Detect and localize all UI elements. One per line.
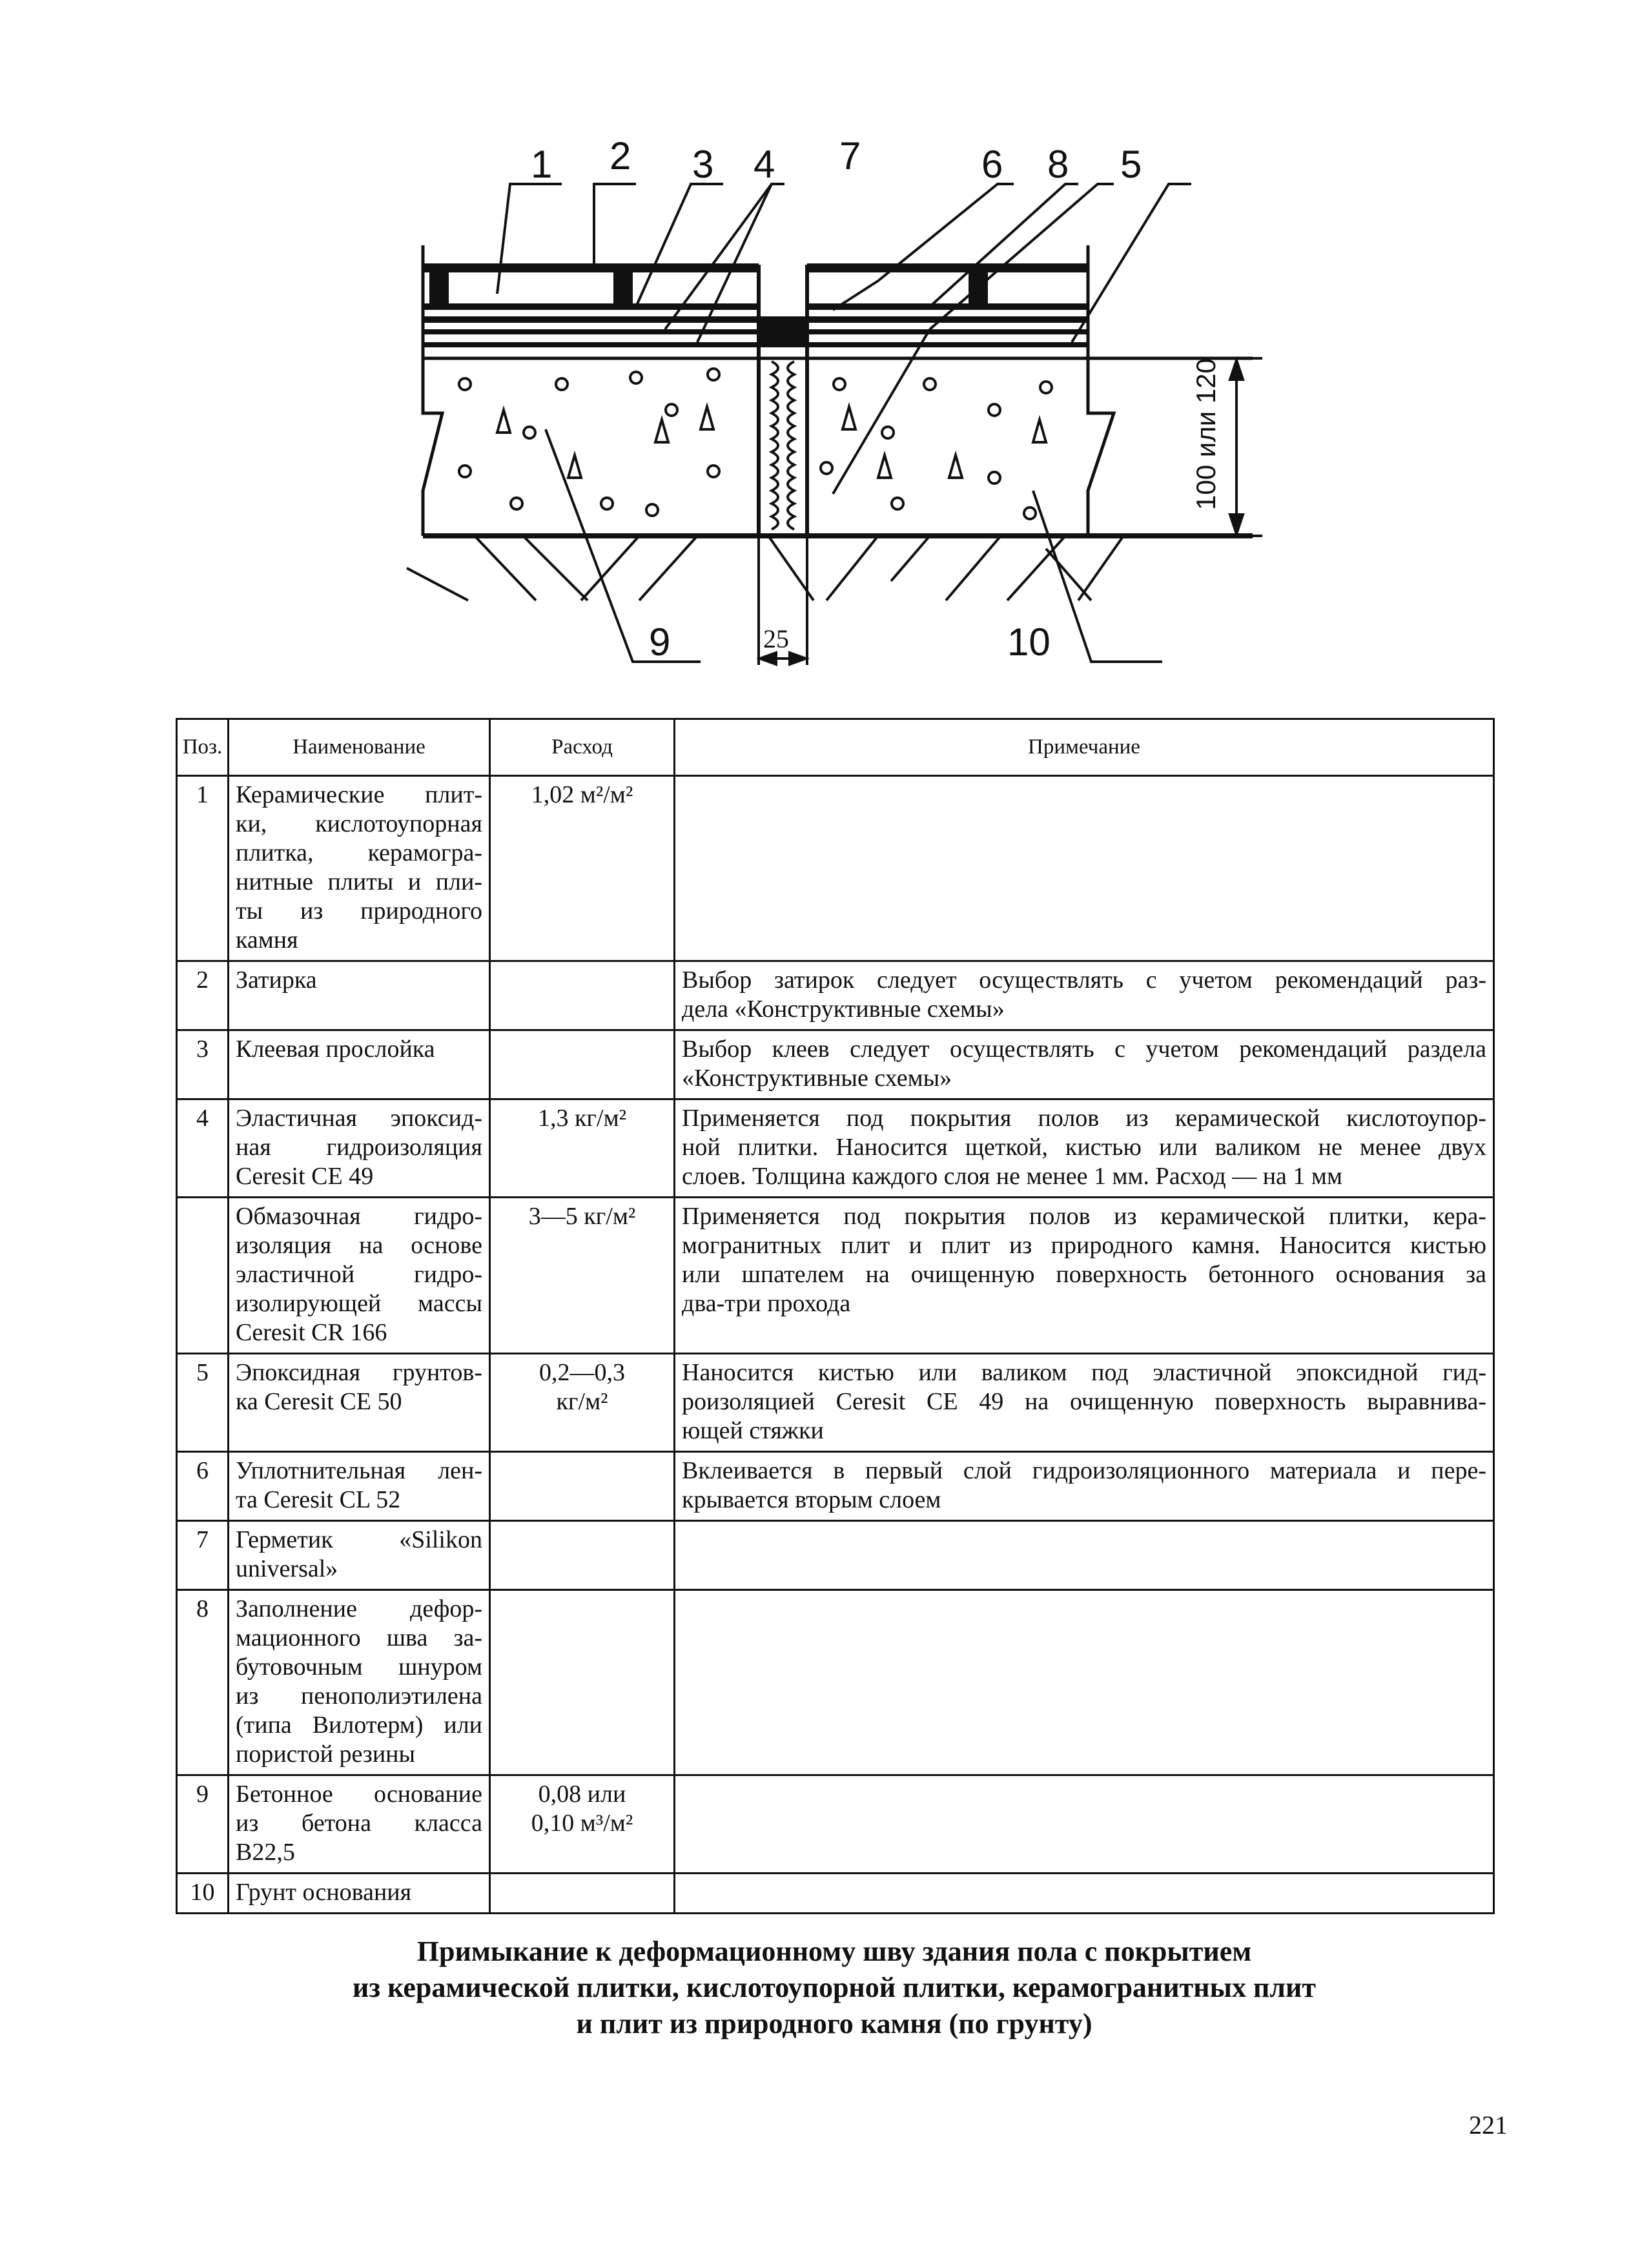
caption-line: из керамической плитки, кислотоупорной плитки, керамогранитных плит [353, 1972, 1316, 2003]
joint-filler-cord [772, 362, 794, 529]
specification-table [176, 718, 1495, 1914]
cell-rate-line: 0,2—0,3 [539, 1359, 625, 1386]
cell-name-line: камня [236, 926, 298, 954]
cell-pos: 4 [177, 1099, 229, 1198]
cell-rate [490, 961, 675, 1030]
cell-name [229, 1874, 490, 1914]
cell-name-line: та Ceresit CL 52 [236, 1486, 401, 1513]
cell-note-line: Выбор затирок следует осуществлять с учетом рекомендаций раз- [682, 966, 1486, 994]
cell-note-line: Применяется под покрытия полов из керамической кислотоупор- [682, 1105, 1486, 1132]
callout-2: 2 [610, 134, 631, 178]
cell-name [229, 1198, 490, 1354]
cell-name [229, 776, 490, 961]
cell-pos: 10 [177, 1874, 229, 1914]
cell-note-line: могранитных плит и плит из природного камня. Наносится кистью [682, 1232, 1486, 1259]
cell-pos: 1 [177, 776, 229, 961]
cell-note-line: слоев. Толщина каждого слоя не менее 1 мм. Расход — на 1 мм [682, 1163, 1343, 1190]
callout-7: 7 [839, 134, 861, 178]
table-row [177, 1590, 1494, 1775]
cell-name-line: (типа Вилотерм) или [236, 1711, 482, 1739]
cell-name-line: Обмазочная гидро- [236, 1203, 482, 1230]
cell-name [229, 1775, 490, 1874]
table-row [177, 1099, 1494, 1198]
floor-joint-section-drawing [362, 129, 1291, 697]
cell-name-line: B22,5 [236, 1839, 295, 1866]
cell-note [675, 1354, 1494, 1452]
callout-3: 3 [692, 143, 714, 186]
cell-note-line: крывается вторым слоем [682, 1486, 941, 1513]
cell-name [229, 961, 490, 1030]
cell-name-line: Бетонное основание [236, 1781, 482, 1808]
cell-note-line: Вклеивается в первый слой гидроизоляционного материала и пере- [682, 1457, 1486, 1484]
cell-name-line: ная гидроизоляция [236, 1134, 482, 1161]
header-name: Наименование [229, 719, 490, 776]
cell-name-line: пористой резины [236, 1741, 416, 1768]
cell-note [675, 1775, 1494, 1874]
dimension-joint-label: 25 [763, 624, 789, 653]
cell-rate [490, 1198, 675, 1354]
cell-note [675, 1099, 1494, 1198]
cell-rate-line: 3—5 кг/м² [528, 1203, 636, 1230]
table-row [177, 1198, 1494, 1354]
cell-name-line: мационного шва за- [236, 1624, 482, 1651]
cell-rate [490, 1354, 675, 1452]
cell-note [675, 1874, 1494, 1914]
cell-note [675, 776, 1494, 961]
cell-rate-line: кг/м² [556, 1388, 608, 1415]
cell-name-line: Уплотнительная лен- [236, 1457, 482, 1484]
callout-8: 8 [1047, 143, 1069, 186]
cell-rate-line: 1,3 кг/м² [537, 1105, 627, 1132]
cell-name-line: Заполнение дефор- [236, 1595, 482, 1622]
cell-note-line: дела «Конструктивные схемы» [682, 996, 1005, 1023]
cell-rate [490, 776, 675, 961]
cell-note-line: «Конструктивные схемы» [682, 1065, 952, 1092]
cell-name [229, 1452, 490, 1521]
cell-note-line: Наносится кистью или валиком под эластичной эпоксидной гид- [682, 1359, 1486, 1386]
cell-pos: 6 [177, 1452, 229, 1521]
cell-note-line: роизоляцией Ceresit CE 49 на очищенную поверхность выравнива- [682, 1388, 1486, 1415]
cell-name-line: Ceresit CR 166 [236, 1319, 387, 1346]
ground-hatch [407, 536, 1123, 600]
floor-layers [423, 263, 1088, 347]
cell-name [229, 1521, 490, 1590]
table-row [177, 1874, 1494, 1914]
cell-note-line: Применяется под покрытия полов из керамической плитки, кера- [682, 1203, 1486, 1230]
header-pos: Поз. [177, 719, 229, 776]
cell-name-line: из бетона класса [236, 1810, 482, 1837]
cell-name-line: Затирка [236, 966, 317, 994]
table-header-row [177, 719, 1494, 776]
dimension-thickness-label: 100 или 120 [1191, 358, 1221, 510]
cell-name [229, 1030, 490, 1099]
cell-name-line: ка Ceresit CE 50 [236, 1388, 402, 1415]
cell-name [229, 1590, 490, 1775]
cell-name [229, 1099, 490, 1198]
cell-name-line: Эпоксидная грунтов- [236, 1359, 482, 1386]
cell-pos: 9 [177, 1775, 229, 1874]
cell-note [675, 961, 1494, 1030]
callout-9: 9 [649, 620, 671, 664]
cell-name-line: изолирующей массы [236, 1290, 482, 1317]
table-body [177, 776, 1494, 1914]
cell-note-line: ной плитки. Наносится щеткой, кистью или валиком не менее двух [682, 1134, 1486, 1161]
table-row [177, 1452, 1494, 1521]
cell-name [229, 1354, 490, 1452]
cell-pos: 3 [177, 1030, 229, 1099]
table-row [177, 1354, 1494, 1452]
callout-6: 6 [981, 143, 1003, 186]
callout-10: 10 [1007, 620, 1051, 664]
cell-note-line: два-три прохода [682, 1290, 851, 1317]
callout-4: 4 [754, 143, 775, 186]
cell-note [675, 1590, 1494, 1775]
table-row [177, 1775, 1494, 1874]
cell-pos: 5 [177, 1354, 229, 1452]
cell-name-line: Герметик «Silikon [236, 1526, 482, 1553]
cell-name-line: ки, кислотоупорная [236, 810, 482, 837]
header-rate: Расход [490, 719, 675, 776]
figure-caption [176, 1934, 1493, 2042]
cell-note [675, 1030, 1494, 1099]
cell-name-line: Керамические плит- [236, 781, 482, 808]
cell-note [675, 1521, 1494, 1590]
table-row [177, 776, 1494, 961]
cell-pos: 2 [177, 961, 229, 1030]
page-number: 221 [1469, 2110, 1508, 2140]
cell-rate [490, 1521, 675, 1590]
cell-rate-line: 0,10 м³/м² [531, 1810, 633, 1837]
cell-note [675, 1198, 1494, 1354]
cell-name-line: плитка, керамогра- [236, 839, 482, 866]
cell-pos: 7 [177, 1521, 229, 1590]
dimension-lines [759, 358, 1262, 665]
cell-name-line: бутовочным шнуром [236, 1653, 482, 1681]
cell-rate [490, 1030, 675, 1099]
cell-note-line: ющей стяжки [682, 1417, 824, 1444]
table-row [177, 1521, 1494, 1590]
cell-rate [490, 1452, 675, 1521]
cell-pos: 8 [177, 1590, 229, 1775]
cell-name-line: из пенополиэтилена [236, 1682, 482, 1710]
table-row [177, 1030, 1494, 1099]
cell-note-line: Выбор клеев следует осуществлять с учетом рекомендаций раздела [682, 1036, 1486, 1063]
cell-name-line: нитные плиты и пли- [236, 868, 482, 895]
callout-5: 5 [1120, 143, 1142, 186]
cell-name-line: эластичной гидро- [236, 1261, 482, 1288]
cell-name-line: ты из природного [236, 897, 482, 925]
table-row [177, 961, 1494, 1030]
cell-name-line: Клеевая прослойка [236, 1036, 435, 1063]
cell-pos [177, 1198, 229, 1354]
cell-name-line: Грунт основания [236, 1879, 412, 1906]
cell-note-line: или шпателем на очищенную поверхность бетонного основания за [682, 1261, 1486, 1288]
header-note: Примечание [675, 719, 1494, 776]
cell-rate [490, 1775, 675, 1874]
cell-name-line: Эластичная эпоксид- [236, 1105, 482, 1132]
cell-name-line: изоляция на основе [236, 1232, 482, 1259]
cell-rate-line: 1,02 м²/м² [531, 781, 633, 808]
cell-note [675, 1452, 1494, 1521]
concrete-aggregate [459, 369, 1052, 519]
cell-name-line: Ceresit CE 49 [236, 1163, 374, 1190]
caption-line: и плит из природного камня (по грунту) [576, 2008, 1092, 2039]
cell-name-line: universal» [236, 1555, 338, 1582]
cell-rate [490, 1099, 675, 1198]
callout-labels [531, 134, 1142, 664]
cell-rate [490, 1590, 675, 1775]
callout-1: 1 [531, 143, 553, 186]
cell-rate [490, 1874, 675, 1914]
cell-rate-line: 0,08 или [538, 1781, 626, 1808]
caption-line: Примыкание к деформационному шву здания пола с покрытием [416, 1936, 1252, 1967]
